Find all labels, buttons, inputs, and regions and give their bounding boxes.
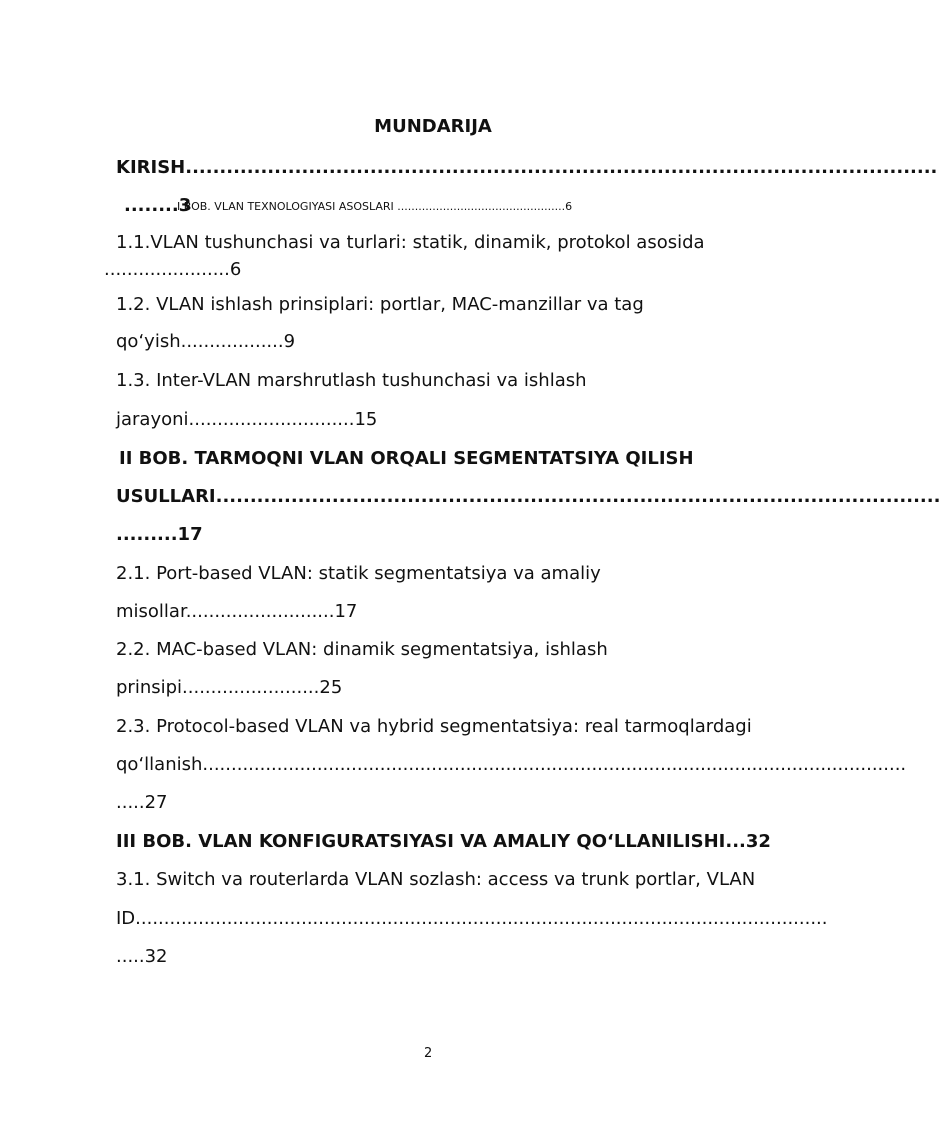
toc-entry-1-2-page: qo‘yish..................9 <box>116 331 296 352</box>
toc-entry-chapter-2: II BOB. TARMOQNI VLAN ORQALI SEGMENTATSIYA QILISH <box>119 448 694 469</box>
toc-entry-chapter-3: III BOB. VLAN KONFIGURATSIYASI VA AMALIY QO‘LLANILISHI...32 <box>116 831 771 852</box>
toc-entry-2-1: 2.1. Port-based VLAN: statik segmentatsiya va amaliy <box>116 563 601 584</box>
toc-entry-2-1-page: misollar..........................17 <box>116 601 358 622</box>
page-title: MUNDARIJA <box>374 116 492 137</box>
toc-entry-2-3-cont: qo‘llanish........................................................................................................................... <box>116 754 907 775</box>
toc-entry-2-3: 2.3. Protocol-based VLAN va hybrid segmentatsiya: real tarmoqlardagi <box>116 716 752 737</box>
toc-entry-1-3-page: jarayoni.............................15 <box>116 409 378 430</box>
toc-entry-3-1: 3.1. Switch va routerlarda VLAN sozlash: access va trunk portlar, VLAN <box>116 869 756 890</box>
toc-entry-2-3-page: .....27 <box>116 792 168 813</box>
toc-entry-chapter-1: I BOB. VLAN TEXNOLOGIYASI ASOSLARI ................................................6 <box>177 200 573 213</box>
page-number: 2 <box>424 1046 433 1061</box>
toc-entry-3-1-cont: ID......................................................................................................................... <box>116 908 828 929</box>
toc-entry-1-1: 1.1.VLAN tushunchasi va turlari: statik, dinamik, protokol asosida <box>116 232 705 253</box>
toc-entry-kirish: KIRISH.............................................................................................................. <box>116 157 938 178</box>
toc-entry-chapter-2-cont: USULLARI.......................................................................................................... <box>116 486 940 507</box>
toc-entry-2-2: 2.2. MAC-based VLAN: dinamik segmentatsiya, ishlash <box>116 639 608 660</box>
toc-entry-1-2: 1.2. VLAN ishlash prinsiplari: portlar, MAC-manzillar va tag <box>116 294 644 315</box>
toc-entry-1-3: 1.3. Inter-VLAN marshrutlash tushunchasi va ishlash <box>116 370 587 391</box>
toc-entry-1-1-page: ......................6 <box>104 259 242 280</box>
toc-entry-2-2-page: prinsipi........................25 <box>116 677 343 698</box>
toc-entry-chapter-2-page: .........17 <box>116 524 203 545</box>
toc-entry-3-1-page: .....32 <box>116 946 168 967</box>
toc-entry-kirish-page: ........3 <box>124 195 192 216</box>
